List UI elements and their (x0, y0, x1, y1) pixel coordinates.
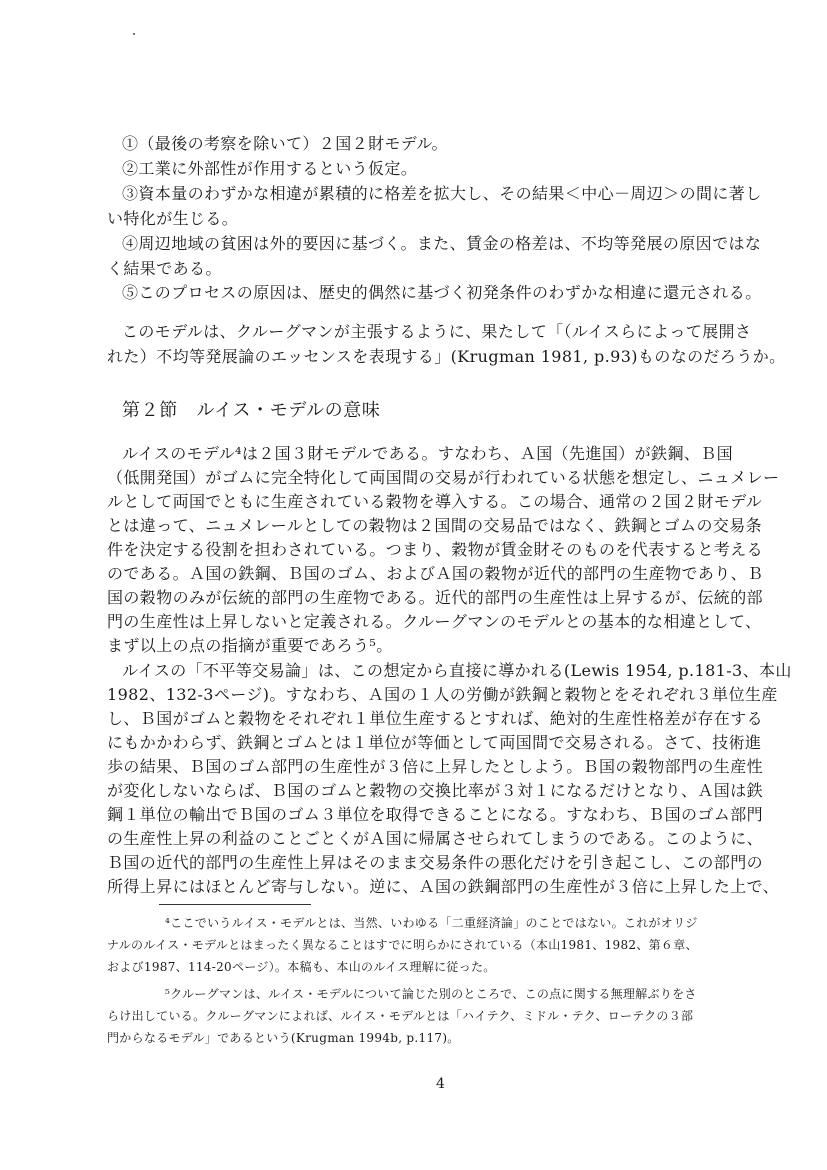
paragraph-line: Ｂ国の近代的部門の生産性上昇はそのまま交易条件の悪化だけを引き起こし、この部門の (107, 853, 764, 872)
paragraph-line: 1982、132-3ページ)。すなわち、Ａ国の１人の労働が鉄鋼と穀物とをそれぞれ３単位生産 (107, 685, 778, 704)
footnote-5-line: ⁵クルーグマンは、ルイス・モデルについて論じた別のところで、この点に関する無理解ぶりをさ (165, 987, 697, 1001)
footnote-4-line: および1987、114-20ページ）。本稿も、本山のルイス理解に従った。 (107, 960, 496, 974)
page-number: 4 (436, 1076, 445, 1092)
paragraph-line: 鋼１単位の輸出でＢ国のゴム３単位を取得できることになる。すなわち、Ｂ国のゴム部門 (107, 805, 764, 824)
footnote-4-line: ⁴ここでいうルイス・モデルとは、当然、いわゆる「二重経済論」のことではない。これがオリジ (165, 916, 698, 930)
paragraph-line: 歩の結果、Ｂ国のゴム部門の生産性が３倍に上昇したとしよう。Ｂ国の穀物部門の生産性 (107, 757, 764, 776)
list-item-3: ③資本量のわずかな相違が累積的に格差を拡大し、その結果＜中心－周辺＞の間に著し (122, 184, 762, 203)
list-item-4: ④周辺地域の貧困は外的要因に基づく。また、賃金の格差は、不均等発展の原因ではな (122, 234, 762, 253)
paragraph-line: とは違って、ニュメレールとしての穀物は２国間の交易品ではなく、鉄鋼とゴムの交易条 (107, 516, 763, 535)
intro-paragraph-line: れた）不均等発展論のエッセンスを表現する」(Krugman 1981, p.93)ものなのだろうか。 (107, 347, 786, 366)
paragraph-line: （低開発国）がゴムに完全特化して両国間の交易が行われている状態を想定し、ニュメレー (107, 468, 780, 487)
paragraph-line: が変化しないならば、Ｂ国のゴムと穀物の交換比率が３対１になるだけとなり、Ａ国は鉄 (107, 781, 764, 800)
paragraph-line: ルイスのモデル⁴は２国３財モデルである。すなわち、Ａ国（先進国）が鉄鋼、Ｂ国 (122, 444, 734, 463)
intro-paragraph-line: このモデルは、クルーグマンが主張するように、果たして「（ルイスらによって展開さ (122, 322, 752, 341)
list-item-5: ⑤このプロセスの原因は、歴史的偶然に基づく初発条件のわずかな相違に還元される。 (122, 283, 762, 302)
footnote-5-line: らけ出している。クルーグマンによれば、ルイス・モデルとは「ハイテク、ミドル・テク、ローテクの３部 (107, 1009, 694, 1023)
section-heading: 第２節 ルイス・モデルの意味 (122, 400, 381, 421)
paragraph-line: のである。Ａ国の鉄鋼、Ｂ国のゴム、およびＡ国の穀物が近代的部門の生産物であり、Ｂ (107, 564, 764, 583)
paragraph-line: 国の穀物のみが伝統的部門の生産物である。近代的部門の生産性は上昇するが、伝統的部 (107, 588, 764, 607)
footnote-separator (159, 904, 311, 905)
paragraph-line: ルイスの「不平等交易論」は、この想定から直接に導かれる(Lewis 1954, p.181-3、本山 (122, 661, 792, 680)
paragraph-line: し、Ｂ国がゴムと穀物をそれぞれ１単位生産するとすれば、絶対的生産性格差が存在する (107, 709, 764, 728)
list-item-4-cont: く結果である。 (107, 259, 222, 278)
list-item-3-cont: い特化が生じる。 (107, 209, 239, 228)
paragraph-line: 門の生産性は上昇しないと定義される。クルーグマンのモデルとの基本的な相違として、 (107, 612, 762, 631)
paragraph-line: ルとして両国でともに生産されている穀物を導入する。この場合、通常の２国２財モデル (107, 492, 763, 511)
footnote-5-line: 門からなるモデル」であるという(Krugman 1994b, p.117)。 (107, 1031, 460, 1045)
list-item-1: ①（最後の考察を除いて）２国２財モデル。 (122, 134, 448, 153)
footnote-4-line: ナルのルイス・モデルとはまったく異なることはすでに明らかにされている（本山1981、1982、第６章、 (107, 938, 698, 952)
paragraph-line: の生産性上昇の利益のことごとくがＡ国に帰属させられてしまうのである。このように、 (107, 829, 764, 848)
paragraph-line: にもかかわらず、鉄鋼とゴムとは１単位が等価として両国間で交易される。さて、技術進 (107, 733, 762, 752)
paragraph-line: まず以上の点の指摘が重要であろう⁵。 (107, 636, 393, 655)
paragraph-line: 所得上昇にはほとんど寄与しない。逆に、Ａ国の鉄鋼部門の生産性が３倍に上昇した上で、 (107, 877, 780, 896)
list-item-2: ②工業に外部性が作用するという仮定。 (122, 159, 418, 178)
paragraph-line: 件を決定する役割を担わされている。つまり、穀物が賃金財そのものを代表すると考える (107, 540, 764, 559)
scan-speck (133, 33, 135, 35)
